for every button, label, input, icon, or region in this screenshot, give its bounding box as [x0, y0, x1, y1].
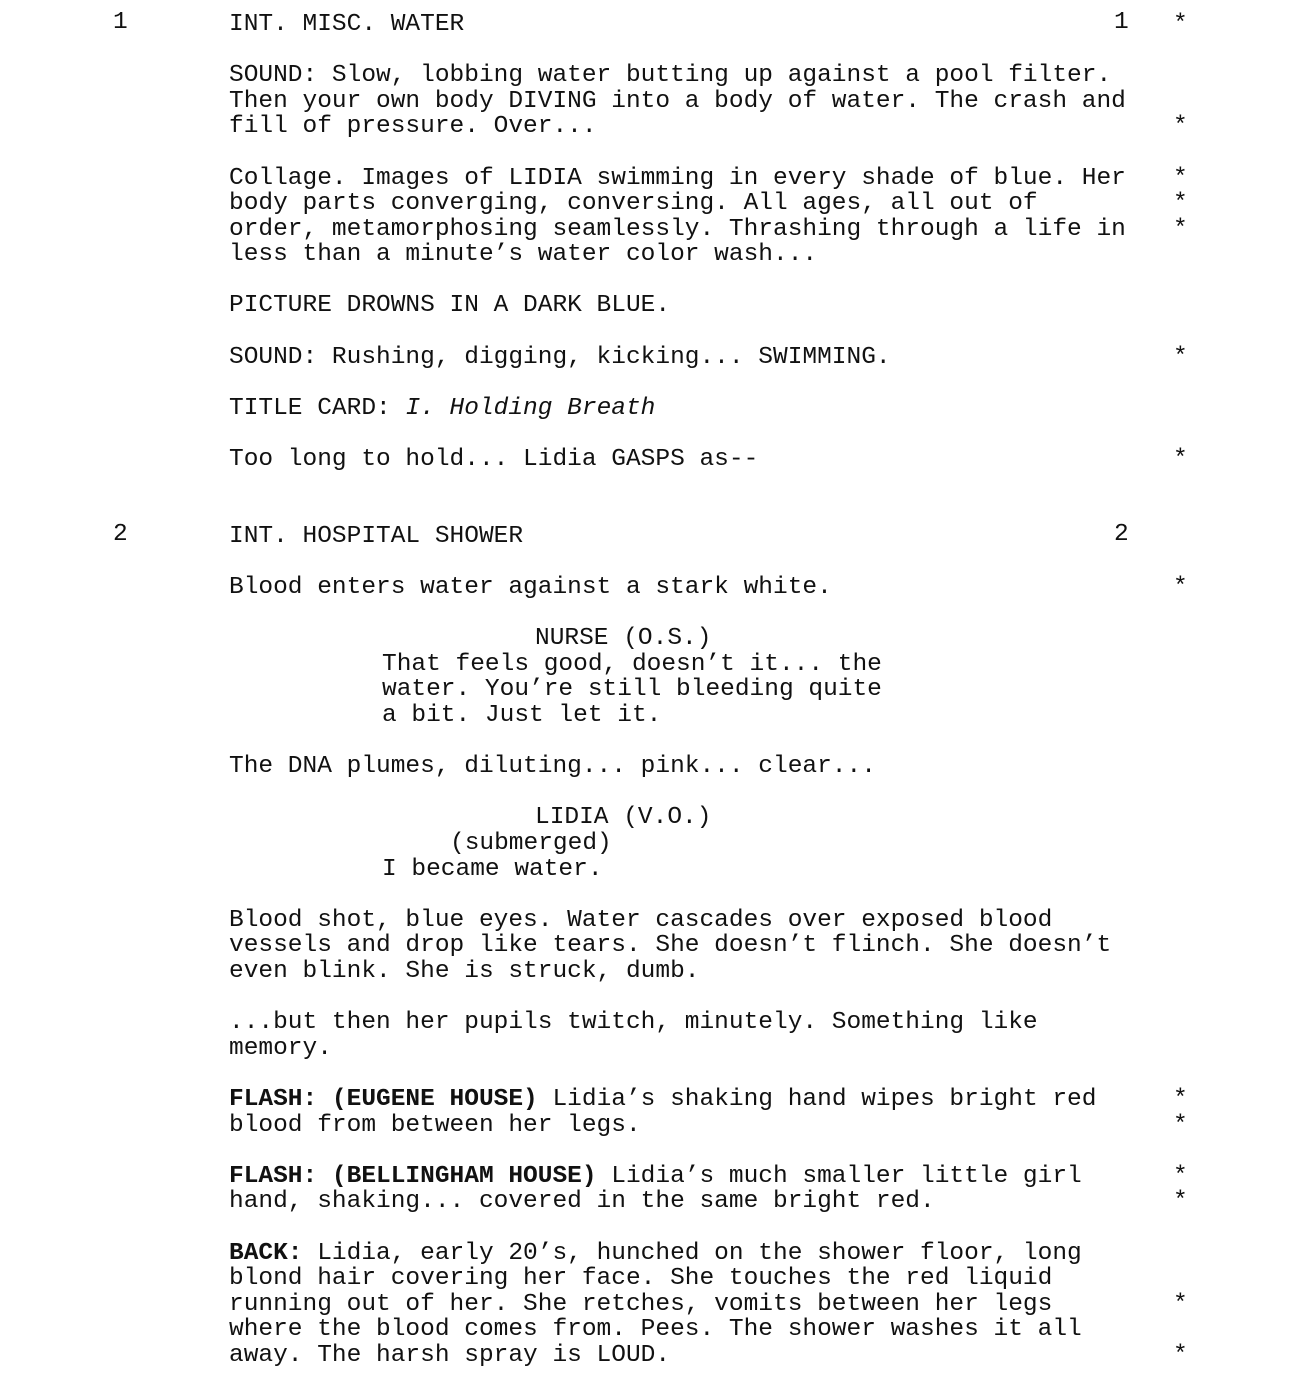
- revision-mark: *: [1173, 574, 1188, 601]
- revision-mark: *: [1173, 1163, 1188, 1190]
- flash-label: FLASH: (BELLINGHAM HOUSE): [229, 1163, 597, 1190]
- revision-mark: *: [1173, 446, 1188, 473]
- action-line: hand, shaking... covered in the same bright red.: [229, 1188, 935, 1215]
- character-cue: LIDIA (V.O.): [535, 804, 712, 831]
- action-line: where the blood comes from. Pees. The shower washes it all: [229, 1316, 1082, 1343]
- action-line: body parts converging, conversing. All ages, all out of: [229, 190, 1038, 217]
- scene-number-left: 2: [113, 521, 128, 548]
- action-line: running out of her. She retches, vomits between her legs: [229, 1291, 1053, 1318]
- action-line: The DNA plumes, diluting... pink... clear...: [229, 753, 876, 780]
- action-line: memory.: [229, 1035, 332, 1062]
- revision-mark: *: [1173, 1086, 1188, 1113]
- scene-number-left: 1: [113, 9, 128, 36]
- action-line: blood from between her legs.: [229, 1112, 641, 1139]
- revision-mark: *: [1173, 216, 1188, 243]
- revision-mark: *: [1173, 11, 1188, 38]
- scene-number-right: 2: [1114, 521, 1129, 548]
- revision-mark: *: [1173, 165, 1188, 192]
- scene-heading: INT. MISC. WATER: [229, 11, 465, 38]
- revision-mark: *: [1173, 1112, 1188, 1139]
- parenthetical: (submerged): [450, 830, 612, 857]
- action-line: away. The harsh spray is LOUD.: [229, 1342, 671, 1369]
- back-text: Lidia, early 20’s, hunched on the shower floor, long: [302, 1240, 1082, 1267]
- dialogue-line: water. You’re still bleeding quite: [382, 676, 882, 703]
- flash-text: Lidia’s much smaller little girl: [596, 1163, 1082, 1190]
- action-line: even blink. She is struck, dumb.: [229, 958, 700, 985]
- action-line: fill of pressure. Over...: [229, 113, 597, 140]
- action-line: ...but then her pupils twitch, minutely. Something like: [229, 1009, 1038, 1036]
- revision-mark: *: [1173, 190, 1188, 217]
- dialogue-line: That feels good, doesn’t it... the: [382, 651, 882, 678]
- dialogue-line: a bit. Just let it.: [382, 702, 662, 729]
- action-line: SOUND: Slow, lobbing water butting up against a pool filter.: [229, 62, 1112, 89]
- flash-text: Lidia’s shaking hand wipes bright red: [537, 1086, 1097, 1113]
- action-line: Blood enters water against a stark white.: [229, 574, 832, 601]
- action-line: less than a minute’s water color wash...: [229, 241, 818, 268]
- flash-line: [229, 1164, 1082, 1190]
- character-cue: NURSE (O.S.): [535, 625, 712, 652]
- dialogue-line: I became water.: [382, 856, 603, 883]
- revision-mark: *: [1173, 113, 1188, 140]
- action-line: order, metamorphosing seamlessly. Thrashing through a life in: [229, 216, 1126, 243]
- flash-line: [229, 1087, 1096, 1113]
- back-line: [229, 1241, 1082, 1267]
- back-label: BACK:: [229, 1240, 303, 1267]
- scene-number-right: 1: [1114, 9, 1129, 36]
- flash-label: FLASH: (EUGENE HOUSE): [229, 1086, 538, 1113]
- action-line: Blood shot, blue eyes. Water cascades over exposed blood: [229, 907, 1053, 934]
- action-line: blond hair covering her face. She touches the red liquid: [229, 1265, 1053, 1292]
- action-line: SOUND: Rushing, digging, kicking... SWIMMING.: [229, 344, 891, 371]
- action-line: PICTURE DROWNS IN A DARK BLUE.: [229, 292, 671, 319]
- action-line: vessels and drop like tears. She doesn’t flinch. She doesn’t: [229, 932, 1112, 959]
- title-card-label: TITLE CARD:: [229, 395, 406, 422]
- revision-mark: *: [1173, 344, 1188, 371]
- scene-heading: INT. HOSPITAL SHOWER: [229, 523, 524, 550]
- revision-mark: *: [1173, 1188, 1188, 1215]
- revision-mark: *: [1173, 1291, 1188, 1318]
- action-line: Collage. Images of LIDIA swimming in every shade of blue. Her: [229, 165, 1126, 192]
- title-card-line: [229, 396, 655, 422]
- action-line: Then your own body DIVING into a body of water. The crash and: [229, 88, 1126, 115]
- title-card-title: I. Holding Breath: [405, 395, 656, 422]
- revision-mark: *: [1173, 1342, 1188, 1369]
- action-line: Too long to hold... Lidia GASPS as--: [229, 446, 759, 473]
